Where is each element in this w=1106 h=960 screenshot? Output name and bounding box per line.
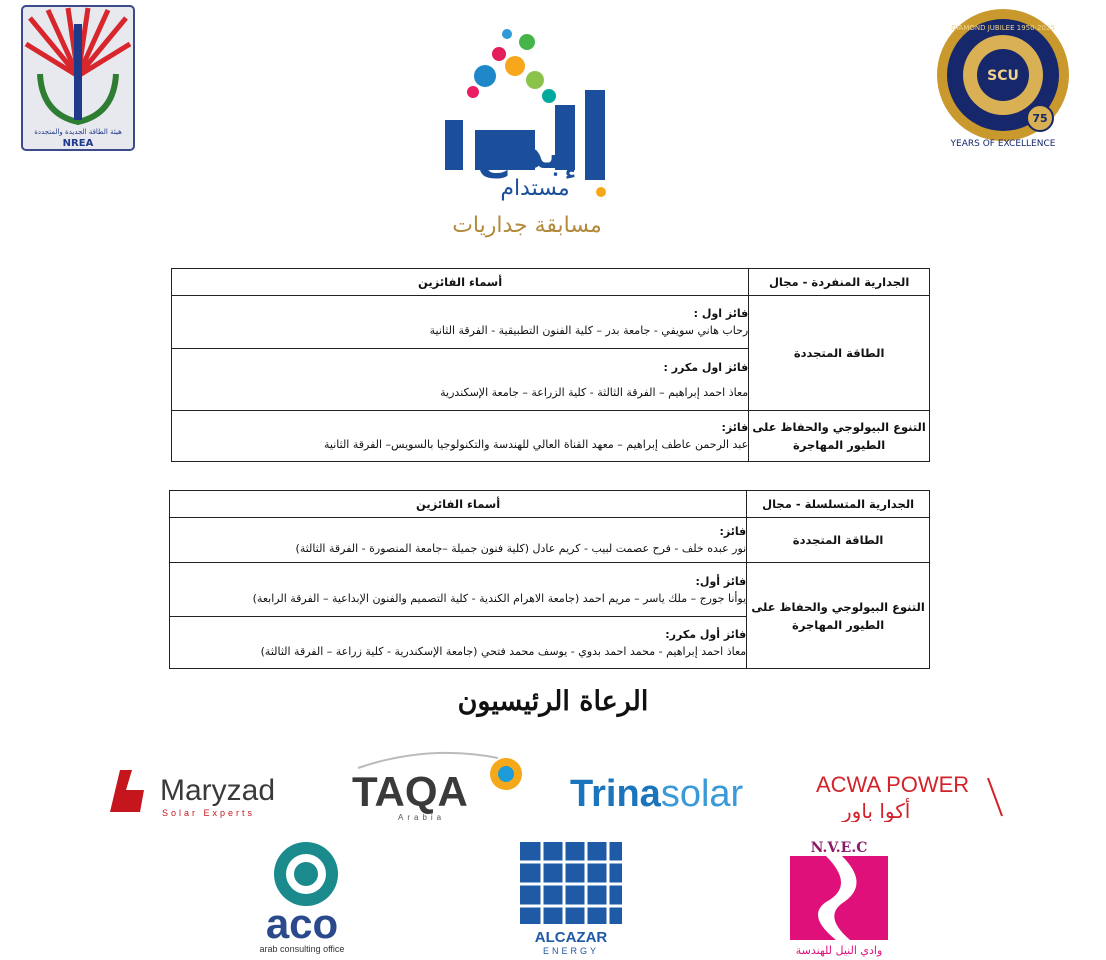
svg-text:YEARS OF EXCELLENCE: YEARS OF EXCELLENCE [950,139,1056,149]
header-field: الجدارية المنفردة - مجال [749,269,930,296]
svg-text:إبداع: إبداع [475,128,579,179]
svg-text:ENERGY: ENERGY [542,946,600,956]
svg-text:ALCAZAR: ALCAZAR [534,929,608,946]
trina-solar-logo [570,772,770,812]
nrea-logo [20,4,136,152]
maryzad-logo [100,760,310,820]
scu-jubilee-logo [928,0,1078,150]
svg-text:ACWA POWER: ACWA POWER [816,772,970,797]
svg-text:هيئة الطاقة الجديدة والمتجددة: هيئة الطاقة الجديدة والمتجددة [34,128,122,136]
svg-text:Trinasolar: Trinasolar [570,773,744,812]
svg-text:NREA: NREA [62,138,94,149]
svg-text:Solar Experts: Solar Experts [162,808,256,818]
field-renewable-energy: الطاقة المتجددة [747,518,930,563]
individual-mural-results-table [171,268,930,462]
svg-text:aco: aco [265,900,339,947]
winner-entry: فائز أول مكرر: معاذ احمد إبراهيم - محمد احمد بدوي - يوسف محمد فتحي (جامعة الإسكندرية - كلية زراعة – الفرقة الثالثة) [170,617,747,669]
header-winners: أسماء الفائزين [170,491,747,518]
svg-text:N.V.E.C: N.V.E.C [810,840,868,856]
winner-entry: فائز: نور عبده خلف - فرح عصمت لبيب - كريم عادل (كلية فنون جميلة –جامعة المنصورة - الفرقة الثالثة) [170,518,747,563]
winner-entry: فائز اول مكرر : معاذ احمد إبراهيم – الفرقة الثالثة - كلية الزراعة – جامعة الإسكندرية [172,349,749,411]
field-renewable-energy: الطاقة المتجددة [749,296,930,411]
acwa-power-logo [812,760,1004,822]
svg-text:مستدام: مستدام [500,176,570,201]
winner-entry: فائز اول : رحاب هاني سويفي - جامعة بدر – كلية الفنون التطبيقية - الفرقة الثانية [172,296,749,349]
header-winners: أسماء الفائزين [172,269,749,296]
sponsors-title: الرعاة الرئيسيون [457,686,649,717]
svg-text:Maryzad: Maryzad [160,774,276,807]
svg-text:75: 75 [1032,112,1048,125]
svg-text:Arabia: Arabia [398,813,446,822]
svg-text:مسابقة جداريات: مسابقة جداريات [452,213,602,238]
event-logo [415,20,640,245]
nvec-logo [786,836,892,958]
field-biodiversity: التنوع البيولوجي والحفاظ على الطيور المهاجرة [747,563,930,669]
svg-text:TAQA: TAQA [352,768,468,815]
winner-entry: فائز أول: يوأنا جورج – ملك ياسر – مريم احمد (جامعة الاهرام الكندية - كلية التصميم والفنون الإبداعية – الفرقة الرابعة) [170,563,747,617]
field-biodiversity: التنوع البيولوجي والحفاظ على الطيور المهاجرة [749,411,930,462]
aco-logo [246,838,360,956]
winner-entry: فائز: عبد الرحمن عاطف إبراهيم – معهد القناة العالي للهندسة والتكنولوجيا بالسويس– الفرقة الثانية [172,411,749,462]
svg-text:وادي النيل للهندسة: وادي النيل للهندسة [795,944,883,957]
svg-text:DIAMOND JUBILEE 1950-2025: DIAMOND JUBILEE 1950-2025 [951,24,1055,32]
svg-text:أكوا باور: أكوا باور [842,799,911,822]
svg-text:arab consulting office: arab consulting office [259,944,345,954]
alcazar-energy-logo [512,840,630,956]
header-field: الجدارية المتسلسلة - مجال [747,491,930,518]
taqa-logo [348,748,528,822]
svg-text:SCU: SCU [987,68,1019,84]
serial-mural-results-table [169,490,930,669]
